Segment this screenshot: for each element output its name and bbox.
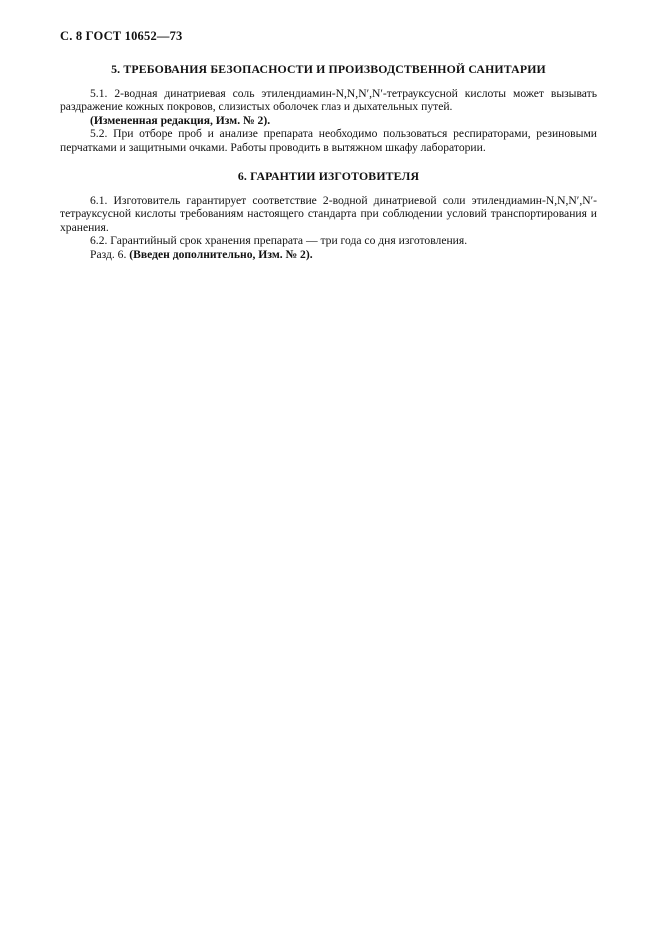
page-header: С. 8 ГОСТ 10652—73 — [60, 29, 183, 43]
section-5-title: 5. ТРЕБОВАНИЯ БЕЗОПАСНОСТИ И ПРОИЗВОДСТВЕННОЙ САНИТАРИИ — [111, 62, 546, 76]
amendment-note-6-prefix: Разд. 6. — [90, 247, 127, 261]
amendment-note-6-text: (Введен дополнительно, Изм. № 2). — [129, 247, 313, 261]
section-6-title: 6. ГАРАНТИИ ИЗГОТОВИТЕЛЯ — [237, 169, 420, 183]
amendment-note-5: (Измененная редакция, Изм. № 2). — [90, 113, 271, 127]
section-5 — [60, 63, 597, 155]
paragraph-5-2: 5.2. При отборе проб и анализе препарата необходимо пользоваться респираторами, резиновыми перчатками и защитными очками. Работы проводить в вытяжном шкафу лаборатории. — [60, 127, 597, 154]
paragraph-6-1: 6.1. Изготовитель гарантирует соответствие 2-водной динатриевой соли этилендиамин-N,N,N′,N′-тетрауксусной кислоты требованиям настоящего стандарта при соблюдении условий транспортирования и хранения. — [60, 193, 597, 234]
paragraph-5-1: 5.1. 2-водная динатриевая соль этилендиамин-N,N,N′,N′-тетрауксусной кислоты может вызывать раздражение кожных покровов, слизистых оболочек глаз и дыхательных путей. — [60, 86, 597, 114]
section-6 — [60, 170, 597, 262]
amendment-note-6 — [60, 248, 597, 262]
paragraph-6-2: 6.2. Гарантийный срок хранения препарата — три года со дня изготовления. — [90, 234, 468, 248]
